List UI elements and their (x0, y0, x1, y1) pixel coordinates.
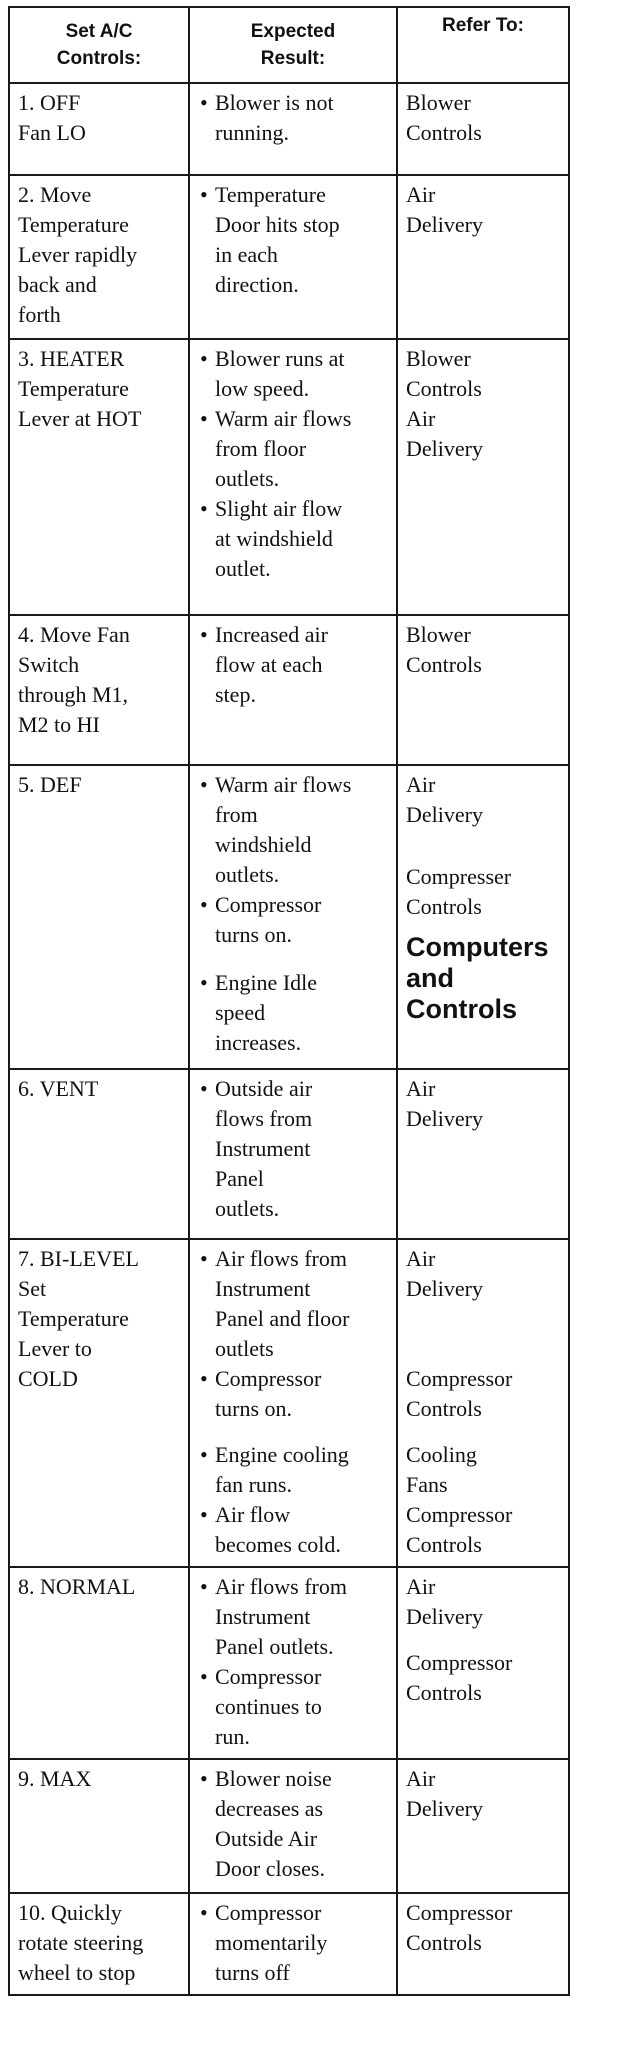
result-line: • Warm air flows (215, 772, 352, 797)
reference-cell (397, 1759, 569, 1893)
reference-line: Air (406, 1766, 436, 1791)
header-row (9, 7, 569, 83)
reference-line: Controls (406, 120, 482, 145)
result-bullet (198, 1662, 390, 1752)
reference-line: Air (406, 182, 436, 207)
control-cell (9, 83, 189, 175)
reference-line: Air (406, 406, 436, 431)
control-line: M2 to HI (18, 712, 100, 737)
result-cell (189, 615, 397, 765)
result-line: • Compressor (215, 1664, 322, 1689)
reference-line: Air (406, 1574, 436, 1599)
result-line: decreases as (215, 1796, 324, 1821)
result-line: windshield (215, 832, 312, 857)
result-line: • Air flows from (215, 1574, 347, 1599)
result-cell (189, 1567, 397, 1759)
reference-line: Controls (406, 652, 482, 677)
result-line: • Compressor (215, 892, 322, 917)
result-line: low speed. (215, 376, 310, 401)
result-line: Instrument (215, 1604, 311, 1629)
result-cell (189, 1239, 397, 1567)
result-bullet (198, 404, 390, 494)
control-line: 9. MAX (18, 1766, 92, 1791)
result-line: Panel (215, 1166, 264, 1191)
result-line: • Blower is not (215, 90, 334, 115)
result-line: turns off (215, 1960, 290, 1985)
control-line: Fan LO (18, 120, 86, 145)
reference-cell (397, 339, 569, 615)
reference-line: Blower (406, 622, 471, 647)
reference-line: Fans (406, 1472, 448, 1497)
result-line: Instrument (215, 1136, 311, 1161)
control-line: 1. OFF (18, 90, 81, 115)
table-row (9, 615, 569, 765)
control-cell (9, 765, 189, 1069)
result-line: • Temperature (215, 182, 326, 207)
control-line: 6. VENT (18, 1076, 99, 1101)
result-bullet (198, 1364, 390, 1424)
result-cell (189, 175, 397, 339)
result-bullet (198, 890, 390, 950)
result-line: • Warm air flows (215, 406, 352, 431)
control-line: Temperature (18, 212, 129, 237)
reference-line: Delivery (406, 1604, 483, 1629)
result-line: • Engine cooling (215, 1442, 349, 1467)
reference-line: Controls (406, 376, 482, 401)
table-row (9, 765, 569, 1069)
result-line: running. (215, 120, 289, 145)
result-line: flow at each (215, 652, 323, 677)
control-cell (9, 1069, 189, 1239)
header-set-ac-controls (9, 7, 189, 83)
result-line: Panel outlets. (215, 1634, 334, 1659)
result-line: Door closes. (215, 1856, 325, 1881)
reference-cell (397, 615, 569, 765)
result-line: • Compressor (215, 1366, 322, 1391)
result-line: becomes cold. (215, 1532, 341, 1557)
header-line: Set A/C (65, 21, 133, 42)
result-bullet (198, 88, 390, 148)
result-line: fan runs. (215, 1472, 292, 1497)
reference-line: Controls (406, 994, 517, 1024)
reference-line: Blower (406, 90, 471, 115)
table-row (9, 339, 569, 615)
reference-line: Controls (406, 1532, 482, 1557)
result-line: • Outside air (215, 1076, 313, 1101)
control-line: 5. DEF (18, 772, 82, 797)
control-line: 4. Move Fan (18, 622, 130, 647)
result-line: • Slight air flow (215, 496, 343, 521)
result-line: • Air flow (215, 1502, 291, 1527)
result-line: increases. (215, 1030, 302, 1055)
result-bullet (198, 180, 390, 300)
result-line: • Increased air (215, 622, 328, 647)
control-line: Temperature (18, 1306, 129, 1331)
control-line: back and (18, 272, 97, 297)
result-line: • Air flows from (215, 1246, 347, 1271)
control-line: 10. Quickly (18, 1900, 122, 1925)
control-line: forth (18, 302, 61, 327)
result-line: • Engine Idle (215, 970, 318, 995)
result-line: speed (215, 1000, 266, 1025)
control-line: Lever to (18, 1336, 92, 1361)
result-line: outlets (215, 1336, 274, 1361)
reference-line: Delivery (406, 436, 483, 461)
control-cell (9, 1567, 189, 1759)
control-line: 3. HEATER (18, 346, 125, 371)
control-cell (9, 339, 189, 615)
result-cell (189, 339, 397, 615)
header-refer-to (397, 7, 569, 83)
result-line: • Blower noise (215, 1766, 332, 1791)
reference-line: Air (406, 772, 436, 797)
result-cell (189, 1069, 397, 1239)
header-expected-result (189, 7, 397, 83)
result-bullet (198, 1572, 390, 1662)
reference-line: and (406, 963, 455, 993)
control-line: COLD (18, 1366, 78, 1391)
result-line: Door hits stop (215, 212, 340, 237)
result-line: direction. (215, 272, 299, 297)
reference-cell (397, 1893, 569, 1995)
reference-cell (397, 1239, 569, 1567)
reference-line: Cooling (406, 1442, 477, 1467)
reference-cell (397, 83, 569, 175)
control-cell (9, 1893, 189, 1995)
result-bullet (198, 1898, 390, 1988)
reference-line: Compressor (406, 1366, 513, 1391)
document-page (8, 6, 570, 1996)
reference-line: Delivery (406, 1796, 483, 1821)
control-line: 2. Move (18, 182, 92, 207)
control-cell (9, 1759, 189, 1893)
result-line: continues to (215, 1694, 322, 1719)
result-line: turns on. (215, 1396, 292, 1421)
result-line: outlet. (215, 556, 271, 581)
table-row (9, 175, 569, 339)
control-line: Lever at HOT (18, 406, 142, 431)
result-bullet (198, 1244, 390, 1364)
result-line: outlets. (215, 862, 280, 887)
reference-line: Delivery (406, 1276, 483, 1301)
result-bullet (198, 1500, 390, 1560)
result-line: outlets. (215, 466, 280, 491)
result-bullet (198, 1074, 390, 1224)
control-line: Temperature (18, 376, 129, 401)
result-line: flows from (215, 1106, 313, 1131)
reference-line: Air (406, 1246, 436, 1271)
result-line: • Blower runs at (215, 346, 345, 371)
result-bullet (198, 494, 390, 584)
result-line: Instrument (215, 1276, 311, 1301)
header-line: Result: (260, 48, 326, 69)
control-line: 7. BI-LEVEL (18, 1246, 139, 1271)
result-cell (189, 765, 397, 1069)
reference-line: Delivery (406, 212, 483, 237)
control-line: 8. NORMAL (18, 1574, 136, 1599)
control-line: wheel to stop (18, 1960, 136, 1985)
reference-line: Compresser (406, 864, 512, 889)
result-line: from floor (215, 436, 307, 461)
reference-line: Computers (406, 932, 549, 962)
result-line: run. (215, 1724, 250, 1749)
reference-line: Compressor (406, 1650, 513, 1675)
header-line: Refer To: (442, 15, 524, 36)
control-cell (9, 1239, 189, 1567)
control-line: Lever rapidly (18, 242, 138, 267)
result-line: outlets. (215, 1196, 280, 1221)
header-line: Controls: (56, 48, 142, 69)
result-cell (189, 1893, 397, 1995)
ac-controls-table (8, 6, 570, 1996)
result-line: turns on. (215, 922, 292, 947)
table-row (9, 1239, 569, 1567)
reference-line: Controls (406, 1396, 482, 1421)
table-row (9, 1893, 569, 1995)
reference-line: Air (406, 1076, 436, 1101)
control-cell (9, 175, 189, 339)
reference-line: Blower (406, 346, 471, 371)
result-bullet (198, 968, 390, 1058)
control-line: through M1, (18, 682, 128, 707)
result-line: at windshield (215, 526, 333, 551)
reference-cell (397, 1069, 569, 1239)
result-line: Outside Air (215, 1826, 318, 1851)
reference-line: Controls (406, 1680, 482, 1705)
table-row (9, 1759, 569, 1893)
result-line: momentarily (215, 1930, 328, 1955)
control-line: rotate steering (18, 1930, 144, 1955)
header-line: Expected (250, 21, 336, 42)
result-bullet (198, 1440, 390, 1500)
reference-cell (397, 1567, 569, 1759)
result-line: from (215, 802, 258, 827)
result-cell (189, 1759, 397, 1893)
result-line: Panel and floor (215, 1306, 350, 1331)
reference-line: Delivery (406, 802, 483, 827)
table-row (9, 83, 569, 175)
reference-line: Compressor (406, 1502, 513, 1527)
control-line: Set (18, 1276, 47, 1301)
reference-line: Delivery (406, 1106, 483, 1131)
reference-line: Controls (406, 1930, 482, 1955)
result-line: step. (215, 682, 256, 707)
result-cell (189, 83, 397, 175)
result-bullet (198, 1764, 390, 1884)
reference-cell (397, 175, 569, 339)
result-bullet (198, 770, 390, 890)
table-row (9, 1567, 569, 1759)
result-line: in each (215, 242, 278, 267)
result-line: • Compressor (215, 1900, 322, 1925)
control-line: Switch (18, 652, 80, 677)
result-bullet (198, 620, 390, 710)
control-cell (9, 615, 189, 765)
reference-cell (397, 765, 569, 1069)
reference-line: Compressor (406, 1900, 513, 1925)
result-bullet (198, 344, 390, 404)
table-row (9, 1069, 569, 1239)
reference-line: Controls (406, 894, 482, 919)
